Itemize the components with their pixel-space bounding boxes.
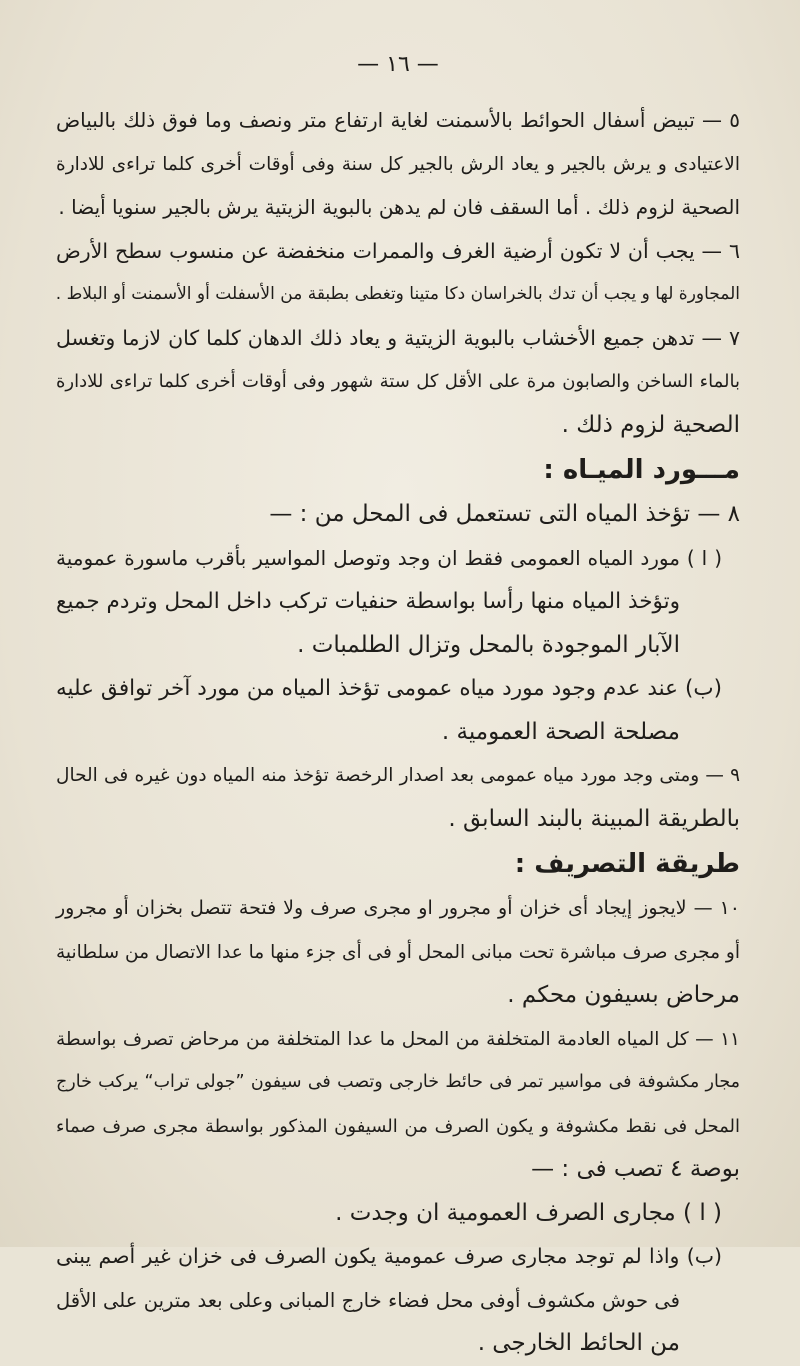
section-9-line-1: ٩ — ومتى وجد مورد مياه عمومى بعد اصدار الرخصة تؤخذ منه المياه دون غيره فى الحال xyxy=(56,765,740,786)
section-7-line-1: ٧ — تدهن جميع الأخشاب بالبوية الزيتية و يعاد ذلك الدهان كلما كان لازما وتغسل xyxy=(56,325,740,350)
section-11-line-3: المحل فى نقط مكشوفة و يكون الصرف من السيفون المذكور بواسطة مجرى صرف صماء xyxy=(56,1115,740,1137)
section-7 xyxy=(56,317,740,448)
section-9 xyxy=(56,754,740,841)
section-5-line-1: ٥ — تبيض أسفال الحوائط بالأسمنت لغاية ارتفاع متر ونصف وما فوق ذلك بالبياض xyxy=(56,108,740,132)
section-9-line-2: بالطريقة المبينة بالبند السابق . xyxy=(448,805,740,832)
section-10 xyxy=(56,887,740,1018)
section-8b-line-2: مصلحة الصحة العمومية . xyxy=(441,718,680,745)
section-10-line-2: أو مجرى صرف مباشرة تحت مبانى المحل أو فى أى جزء منها ما عدا الاتصال من سلطانية xyxy=(56,941,740,963)
section-10-line-3: مرحاض بسيفون محكم . xyxy=(507,982,740,1008)
section-8a-line-3: الآبار الموجودة بالمحل وتزال الطلمبات . xyxy=(297,631,680,658)
section-8-intro: ٨ — تؤخذ المياه التى تستعمل فى المحل من : — xyxy=(269,501,740,527)
section-8a-line-2: وتؤخذ المياه منها رأسا بواسطة حنفيات تركب داخل المحل وتردم جميع xyxy=(56,589,680,614)
heading-drainage-method: طريقة التصريف : xyxy=(514,849,740,879)
section-11b-line-2: فى حوش مكشوف أوفى محل فضاء خارج المبانى وعلى بعد مترين على الأقل xyxy=(56,1288,680,1312)
section-11a-line: ( ا ) مجارى الصرف العمومية ان وجدت . xyxy=(335,1199,722,1226)
heading-water-source: مـــورد الميـاه : xyxy=(543,455,740,485)
section-5-line-3: الصحية لزوم ذلك . أما السقف فان لم يدهن بالبوية الزيتية يرش بالجير سنويا أيضا . xyxy=(58,195,740,219)
page-number: — ١٦ — xyxy=(357,52,439,77)
section-11-line-1: ١١ — كل المياه العادمة المتخلفة من المحل ما عدا المتخلفة من مرحاض تصرف بواسطة xyxy=(56,1028,740,1050)
section-11b-line-1: (ب) واذا لم توجد مجارى صرف عمومية يكون الصرف فى خزان غير أصم يبنى xyxy=(56,1244,722,1268)
section-8a-line-1: ( ا ) مورد المياه العمومى فقط ان وجد وتوصل المواسير بأقرب ماسورة عمومية xyxy=(56,545,722,570)
section-11 xyxy=(56,1018,740,1366)
section-10-line-1: ١٠ — لايجوز إيجاد أى خزان أو مجرور او مجرى صرف ولا فتحة تتصل بخزان أو مجرور xyxy=(56,897,740,919)
section-11-line-2: مجار مكشوفة فى مواسير تمر فى حائط خارجى وتصب فى سيفون ”جولى تراب“ يركب خارج xyxy=(56,1072,740,1092)
section-8 xyxy=(56,493,740,754)
section-6-line-2: المجاورة لها و يجب أن تدك بالخراسان دكا متينا وتغطى بطبقة من الأسفلت أو الأسمنت أو البلاط . xyxy=(55,284,740,304)
section-8b-line-1: (ب) عند عدم وجود مورد مياه عمومى تؤخذ المياه من مورد آخر توافق عليه xyxy=(56,676,722,701)
section-11-line-4: بوصة ٤ تصب فى : — xyxy=(531,1156,740,1182)
section-7-line-2: بالماء الساخن والصابون مرة على الأقل كل ستة شهور وفى أوقات أخرى كلما تراءى للادارة xyxy=(56,371,740,392)
section-6 xyxy=(56,230,740,317)
section-11b-line-3: من الحائط الخارجى . xyxy=(477,1330,680,1356)
section-5-line-2: الاعتيادى و يرش بالجير و يعاد الرش بالجير كل سنة وفى أوقات أخرى كلما تراءى للادارة xyxy=(56,153,740,175)
section-5 xyxy=(56,99,740,230)
section-7-line-3: الصحية لزوم ذلك . xyxy=(561,411,740,438)
section-6-line-1: ٦ — يجب أن لا تكون أرضية الغرف والممرات منخفضة عن منسوب سطح الأرض xyxy=(56,238,740,263)
